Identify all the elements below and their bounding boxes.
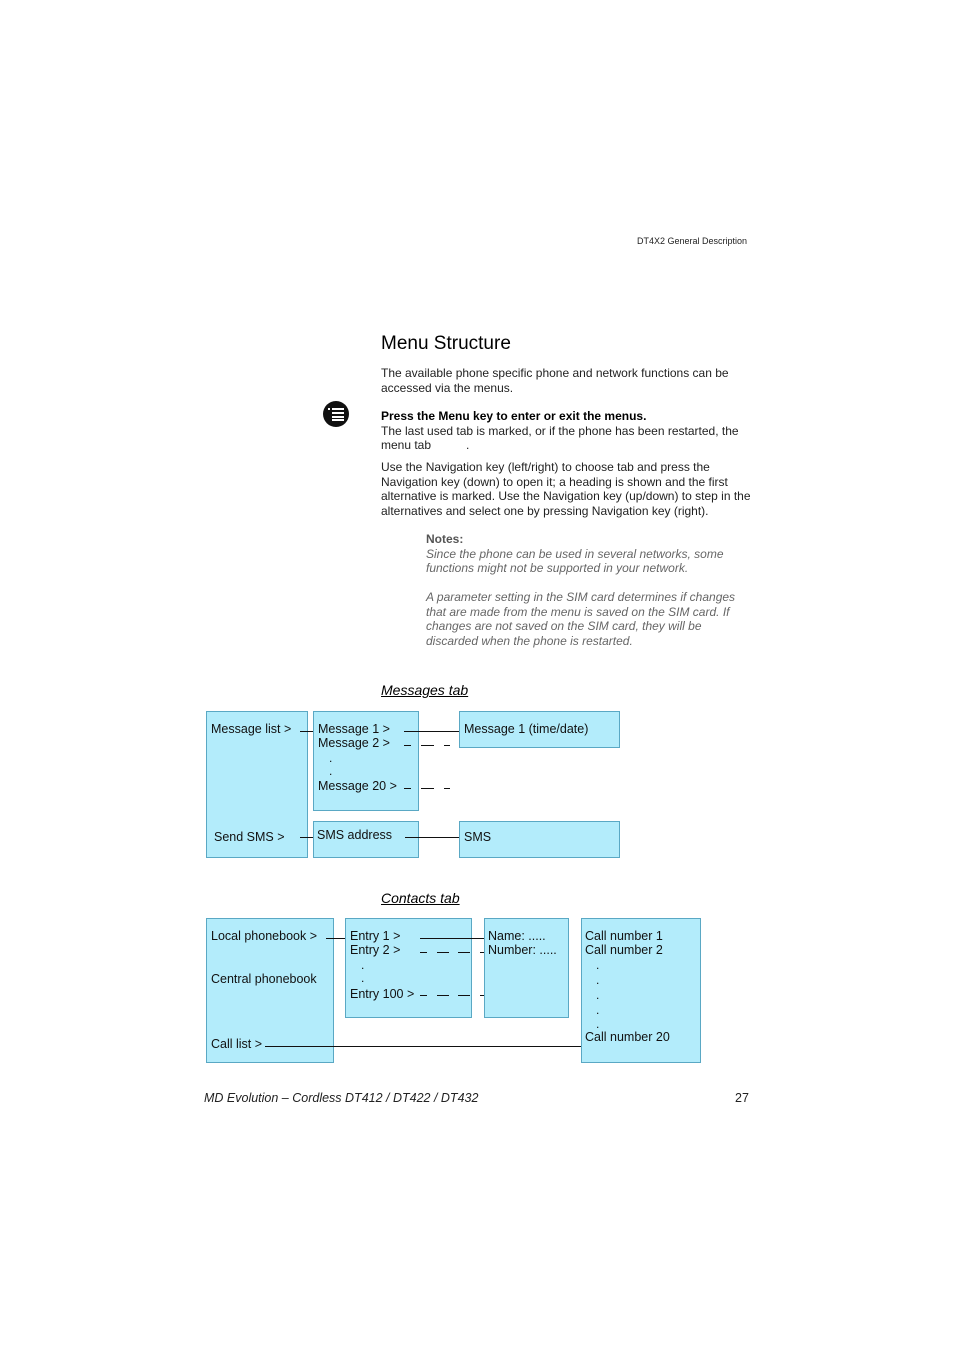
call-list-item: Call list > [211,1037,263,1051]
message-2-item: Message 2 > [318,736,390,750]
list-ellipsis-dot: . [329,751,333,765]
connector-dash [420,995,427,996]
note-2: A parameter setting in the SIM card determines if changes that are made from the menu is saved on the SIM card. If changes are not saved on the SIM card, they will be discarded when the phone is restarted. [426,590,736,648]
menu-key-paragraph [381,409,753,453]
connector-line [300,837,313,838]
sms-address-item: SMS address [317,828,393,842]
connector-line [405,837,459,838]
connector-dash [458,995,470,996]
list-ellipsis-dot: . [596,1003,600,1017]
list-ellipsis-dot: . [329,764,333,778]
connector-dash [458,952,470,953]
entry-2-item: Entry 2 > [350,943,401,957]
contacts-tab-heading: Contacts tab [381,890,460,906]
note-1: Since the phone can be used in several networks, some functions might not be supported in your network. [426,546,724,575]
connector-dash [444,788,450,789]
list-ellipsis-dot: . [596,988,600,1002]
section-title: Menu Structure [381,333,511,354]
list-ellipsis-dot: . [361,971,365,985]
menu-key-text-line-2 [381,438,753,453]
number-field: Number: ..... [488,943,557,957]
message-20-item: Message 20 > [318,779,397,793]
local-phonebook-item: Local phonebook > [211,929,317,943]
footer-product: MD Evolution – Cordless DT412 / DT422 / DT432 [204,1091,479,1105]
navigation-paragraph: Use the Navigation key (left/right) to choose tab and press the Navigation key (down) to open it; a heading is shown and the first alternative is marked. Use the Navigation key (up/down) to step in the alternatives and select one by pressing Navigation key (right). [381,460,751,518]
list-ellipsis-dot: . [596,973,600,987]
entry-1-item: Entry 1 > [350,929,401,943]
intro-paragraph: The available phone specific phone and network functions can be accessed via the menus. [381,366,729,395]
running-header: DT4X2 General Description [637,236,748,246]
call-number-2-item: Call number 2 [585,943,663,957]
connector-line [420,938,484,939]
connector-dash [421,788,434,789]
message-1-item: Message 1 > [318,722,390,736]
connector-dash [437,995,449,996]
notes-heading: Notes: [426,532,464,546]
connector-dash [404,788,411,789]
connector-dash [420,952,427,953]
connector-dash [480,995,484,996]
menu-key-icon [323,401,349,427]
list-ellipsis-dot: . [596,958,600,972]
call-number-20-item: Call number 20 [585,1030,670,1044]
menu-key-text-2: menu tab [381,438,432,452]
messages-tab-heading: Messages tab [381,682,469,698]
menu-key-text-1: The last used tab is marked, or if the phone has been restarted, the [381,423,739,438]
connector-dash [444,745,450,746]
entry-100-item: Entry 100 > [350,987,415,1001]
call-number-1-item: Call number 1 [585,929,663,943]
name-field: Name: ..... [488,929,546,943]
list-ellipsis-dot: . [361,958,365,972]
connector-line [326,938,345,939]
connector-dash [437,952,449,953]
message-list-item: Message list > [211,722,292,736]
notes-block [426,532,756,648]
menu-key-instruction: Press the Menu key to enter or exit the menus. [381,409,647,423]
message-1-detail: Message 1 (time/date) [464,722,589,736]
connector-dash [480,952,484,953]
page-number: 27 [735,1091,749,1105]
list-ellipsis-dot: . [596,1017,600,1031]
connector-dash [421,745,434,746]
connector-line [300,731,313,732]
connector-dash [404,745,411,746]
sms-item: SMS [464,830,492,844]
menu-key-text-3: . [466,438,470,452]
connector-line [404,731,459,732]
connector-line [265,1046,581,1047]
central-phonebook-item: Central phonebook [211,972,317,986]
send-sms-item: Send SMS > [214,830,285,844]
